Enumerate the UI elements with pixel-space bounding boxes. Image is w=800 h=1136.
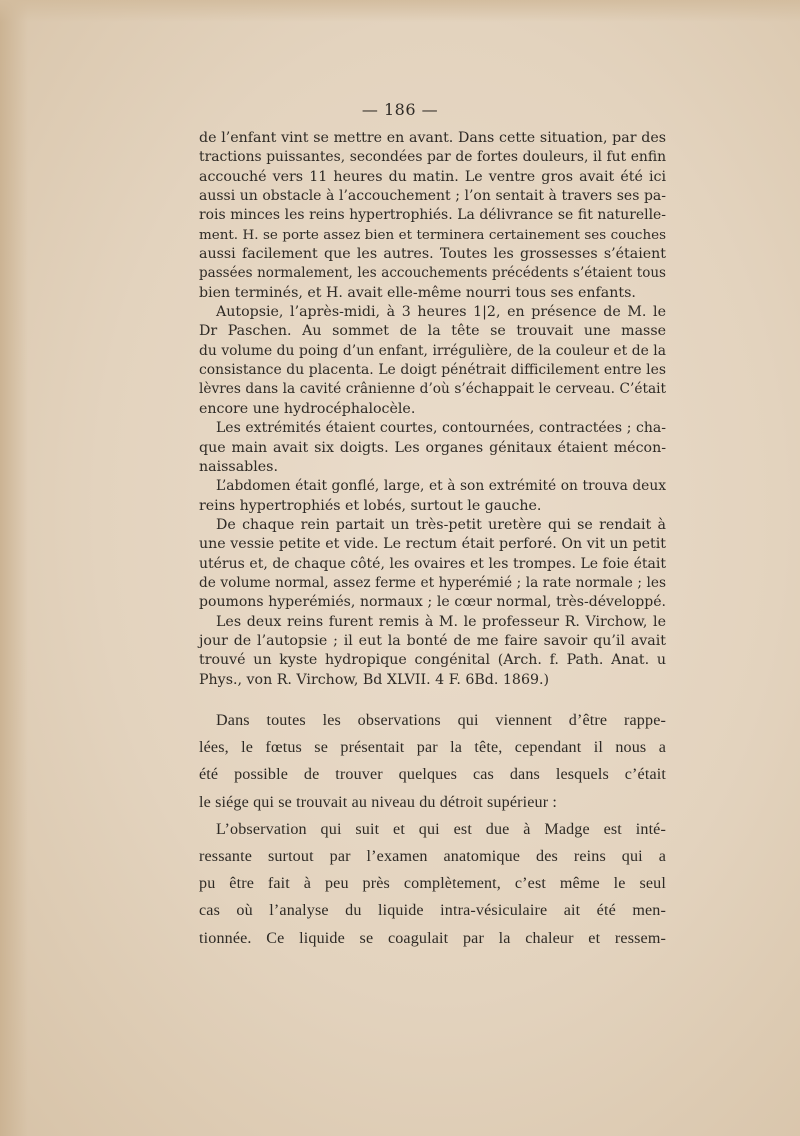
text-line: Phys., von R. Virchow, Bd XLVII. 4 F. 6Bd. 1869.) bbox=[199, 671, 550, 688]
text-line: L’abdomen était gonflé, large, et à son extrémité on trouva deux bbox=[216, 478, 666, 495]
text-line: été possible de trouver quelques cas dans lesquels c’était bbox=[199, 766, 666, 784]
main-print-passage bbox=[199, 707, 666, 952]
text-line: Les deux reins furent remis à M. le professeur R. Virchow, le bbox=[216, 613, 666, 630]
text-line: ment. H. se porte assez bien et terminera certainement ses couches bbox=[199, 227, 666, 243]
text-line: rois minces les reins hypertrophiés. La délivrance se fit naturelle- bbox=[199, 207, 666, 224]
text-line: de volume normal, assez ferme et hyperémié ; la rate normale ; les bbox=[199, 574, 666, 591]
page-shadow-top bbox=[0, 0, 800, 22]
text-line: aussi un obstacle à l’accouchement ; l’on sentait à travers ses pa- bbox=[199, 188, 666, 205]
text-line: le siége qui se trouvait au niveau du détroit supérieur : bbox=[199, 793, 558, 811]
text-line: bien terminés, et H. avait elle-même nourri tous ses enfants. bbox=[199, 284, 636, 301]
text-line: ressante surtout par l’examen anatomique des reins qui a bbox=[199, 848, 666, 866]
text-line: Autopsie, l’après-midi, à 3 heures 1|2, en présence de M. le bbox=[216, 304, 666, 321]
text-line: naissables. bbox=[199, 458, 278, 475]
text-line: De chaque rein partait un très-petit uretère qui se rendait à bbox=[216, 516, 666, 533]
text-line: utérus et, de chaque côté, les ovaires et les trompes. Le foie était bbox=[199, 555, 666, 572]
text-line: poumons hyperémiés, normaux ; le cœur normal, très-développé. bbox=[199, 594, 666, 611]
small-print-passage bbox=[199, 129, 666, 690]
text-line: jour de l’autopsie ; il eut la bonté de me faire savoir qu’il avait bbox=[199, 632, 666, 649]
text-line: reins hypertrophiés et lobés, surtout le gauche. bbox=[199, 497, 542, 514]
text-line: trouvé un kyste hydropique congénital (Arch. f. Path. Anat. u bbox=[199, 652, 666, 669]
text-line: lées, le fœtus se présentait par la tête, cependant il nous a bbox=[199, 739, 666, 757]
text-line: accouché vers 11 heures du matin. Le ventre gros avait été ici bbox=[199, 168, 666, 185]
text-line: passées normalement, les accouchements précédents s’étaient tous bbox=[199, 265, 666, 282]
page-shadow-left bbox=[0, 0, 28, 1136]
text-line: Dans toutes les observations qui viennent d’être rappe- bbox=[216, 712, 666, 729]
text-line: que main avait six doigts. Les organes génitaux étaient mécon- bbox=[199, 439, 666, 456]
page-number: — 186 — bbox=[361, 100, 439, 119]
text-line: L’observation qui suit et qui est due à Madge est inté- bbox=[216, 820, 666, 838]
text-line: tionnée. Ce liquide se coagulait par la chaleur et ressem- bbox=[199, 929, 666, 947]
text-line: du volume du poing d’un enfant, irrégulière, de la couleur et de la bbox=[199, 342, 666, 359]
text-line: Dr Paschen. Au sommet de la tête se trouvait une masse bbox=[199, 323, 666, 340]
text-line: tractions puissantes, secondées par de fortes douleurs, il fut enfin bbox=[199, 149, 666, 166]
text-line: de l’enfant vint se mettre en avant. Dans cette situation, par des bbox=[199, 130, 666, 146]
text-line: encore une hydrocéphalocèle. bbox=[199, 400, 416, 417]
text-line: Les extrémités étaient courtes, contournées, contractées ; cha- bbox=[216, 420, 666, 437]
text-line: une vessie petite et vide. Le rectum était perforé. On vit un petit bbox=[199, 536, 666, 553]
text-line: cas où l’analyse du liquide intra-vésiculaire ait été men- bbox=[199, 902, 666, 920]
text-line: consistance du placenta. Le doigt pénétrait difficilement entre les bbox=[199, 362, 666, 379]
text-line: aussi facilement que les autres. Toutes les grossesses s’étaient bbox=[199, 246, 666, 263]
text-line: lèvres dans la cavité crânienne d’où s’échappait le cerveau. C’était bbox=[199, 381, 666, 398]
text-line: pu être fait à peu près complètement, c’est même le seul bbox=[199, 875, 666, 893]
